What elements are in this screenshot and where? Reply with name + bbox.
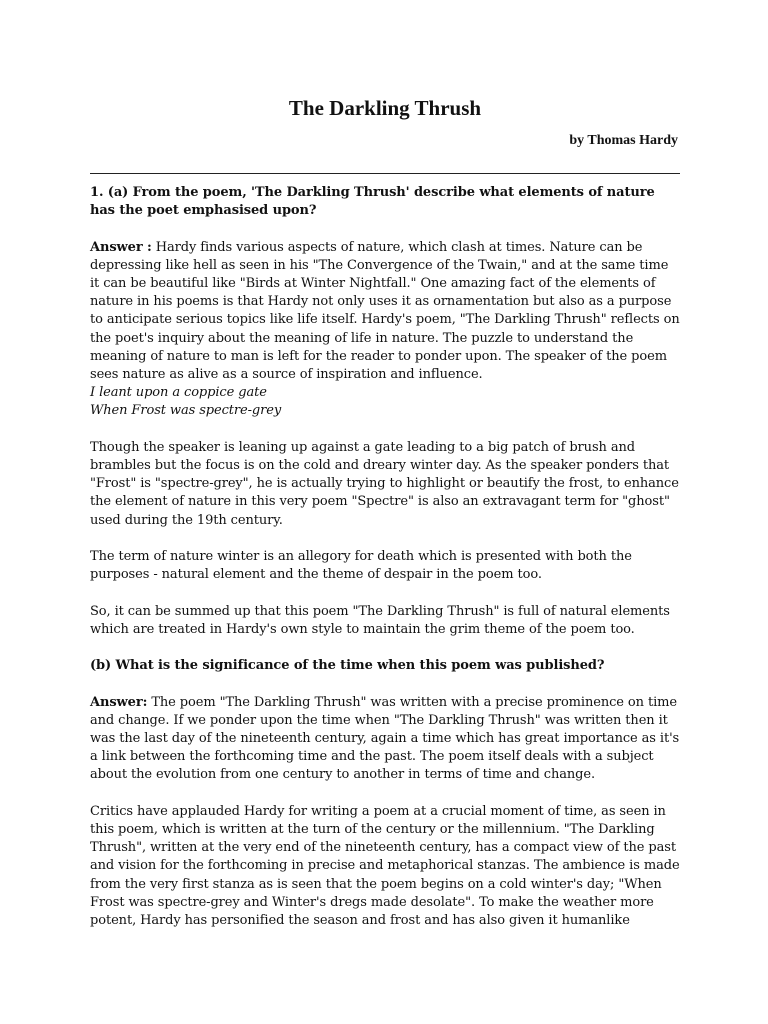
answer-1a-paragraph-2: Though the speaker is leaning up against a gate leading to a big patch of brush and brambles but the focus is on the cold and dreary winter day. As the speaker ponders that "Frost" is "spectre-grey", he is actually trying to highlight or beautify the frost, to enhance the element of nature in this very poem "Spectre" is also an extravagant term for "ghost" used during the 19th century. bbox=[90, 439, 679, 528]
answer-1a-paragraph-3: The term of nature winter is an allegory for death which is presented with both the purposes - natural element and the theme of despair in the poem too. bbox=[90, 549, 632, 583]
answer-text: The poem "The Darkling Thrush" was written with a precise prominence on time and change. If we ponder upon the time when "The Darkling Thrush" was written then it was the last day of the nineteenth century, again a time which has great importance as it's a link between the forthcoming time and the past. The poem itself deals with a subject about the evolution from one century to another in terms of time and change. bbox=[90, 694, 680, 783]
document-title: The Darkling Thrush bbox=[288, 96, 482, 120]
answer-1a-paragraph bbox=[90, 239, 680, 421]
answer-label: Answer : bbox=[90, 239, 152, 255]
document-body bbox=[90, 184, 680, 948]
verse-line-1: I leant upon a coppice gate bbox=[90, 385, 267, 401]
answer-1b-paragraph bbox=[90, 694, 680, 785]
question-1b: (b) What is the significance of the time when this poem was published? bbox=[90, 658, 605, 674]
header-divider bbox=[90, 173, 680, 174]
author-byline: by Thomas Hardy bbox=[569, 133, 678, 148]
answer-1b-paragraph-2: Critics have applauded Hardy for writing a poem at a crucial moment of time, as seen in this poem, which is written at the turn of the century or the millennium. "The Darkling Thrush", written at the very end of the nineteenth century, has a compact view of the past and vision for the forthcoming in precise and metaphorical stanzas. The ambience is made from the very first stanza as is seen that the poem begins on a cold winter's day; "When Frost was spectre-grey and Winter's dregs made desolate". To make the weather more potent, Hardy has personified the season and frost and has also given it humanlike bbox=[90, 803, 680, 929]
answer-text: Hardy finds various aspects of nature, which clash at times. Nature can be depressing like hell as seen in his "The Convergence of the Twain," and at the same time it can be beautiful like "Birds at Winter Nightfall." One amazing fact of the elements of nature in his poems is that Hardy not only uses it as ornamentation but also as a purpose to anticipate serious topics like life itself. Hardy's poem, "The Darkling Thrush" reflects on the poet's inquiry about the meaning of life in nature. The puzzle to understand the meaning of nature to man is left for the reader to ponder upon. The speaker of the poem sees nature as alive as a source of inspiration and influence. bbox=[90, 239, 680, 383]
question-1a: 1. (a) From the poem, 'The Darkling Thrush' describe what elements of nature has the poet emphasised upon? bbox=[90, 185, 655, 219]
answer-1a-paragraph-4: So, it can be summed up that this poem "The Darkling Thrush" is full of natural elements which are treated in Hardy's own style to maintain the grim theme of the poem too. bbox=[90, 603, 670, 637]
verse-line-2: When Frost was spectre-grey bbox=[90, 403, 282, 419]
answer-label: Answer: bbox=[90, 694, 148, 710]
